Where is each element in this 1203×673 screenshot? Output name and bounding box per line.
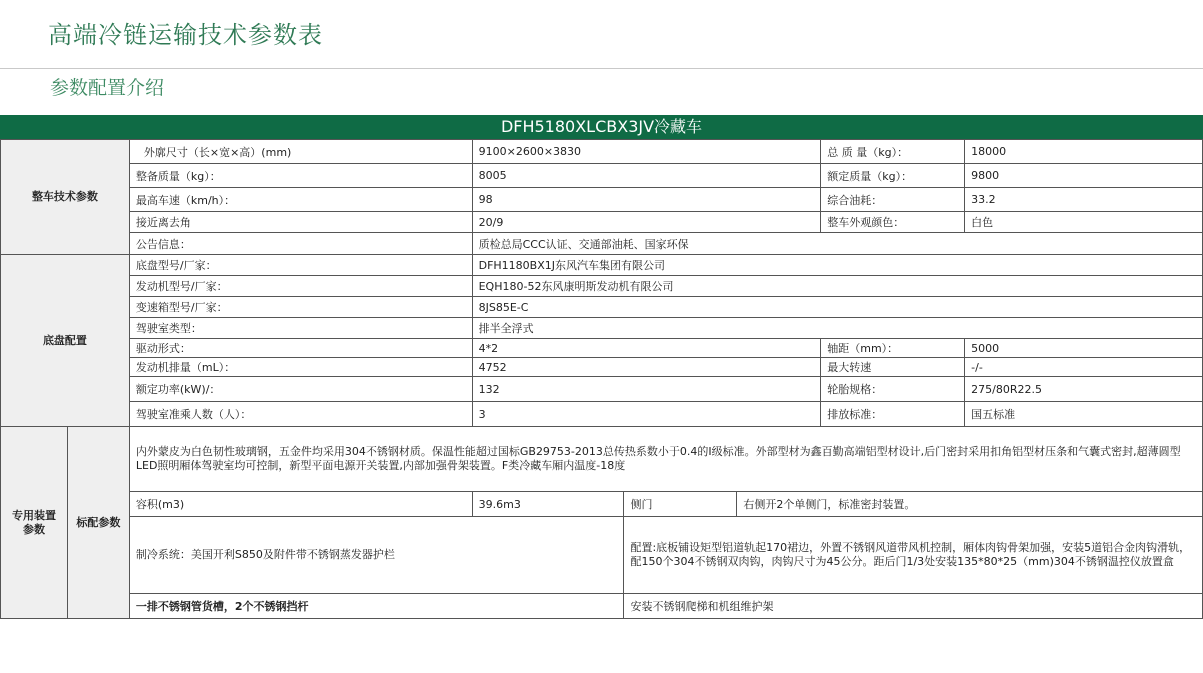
wheelbase-label: 轴距（mm）： (821, 339, 965, 358)
table-row (1, 517, 1203, 594)
page-subtitle: 参数配置介绍 (50, 77, 165, 99)
volume-value: 39.6m3 (472, 492, 624, 517)
rated-label: 额定质量（kg）： (821, 164, 965, 188)
table-row (1, 358, 1203, 377)
color-label: 整车外观颜色： (821, 212, 965, 233)
gross-label: 总 质 量（kg）： (821, 140, 965, 164)
speed-value: 98 (472, 188, 821, 212)
tire-value: 275/80R22.5 (965, 377, 1203, 402)
refrigeration-system: 制冷系统：美国开利S850及附件带不锈钢蒸发器护栏 (129, 517, 624, 594)
power-value: 132 (472, 377, 821, 402)
seats-label: 驾驶室准乘人数（人）： (129, 402, 472, 427)
category-vehicle: 整车技术参数 (1, 140, 130, 255)
spec-table (0, 139, 1203, 619)
max-rpm-label: 最大转速 (821, 358, 965, 377)
drive-label: 驱动形式： (129, 339, 472, 358)
tire-label: 轮胎规格： (821, 377, 965, 402)
table-row (1, 212, 1203, 233)
cab-value: 排半全浮式 (472, 318, 1202, 339)
max-rpm-value: -/- (965, 358, 1203, 377)
table-row (1, 297, 1203, 318)
interior-configuration: 配置:底板铺设矩型铝道轨起170裙边，外置不锈钢风道带风机控制，厢体肉钩骨架加强，安装5道铝合金肉钩滑轨，配150个304不锈钢双肉钩，肉钩尺寸为45公分。距后门1/3处安装135*80*25（mm)304不锈钢温控仪放置盒 (624, 517, 1203, 594)
seats-value: 3 (472, 402, 821, 427)
table-row (1, 188, 1203, 212)
table-row (1, 164, 1203, 188)
angle-label: 接近离去角 (129, 212, 472, 233)
ladder-frame: 安装不锈钢爬梯和机组维护架 (624, 594, 1203, 619)
notice-label: 公告信息： (129, 233, 472, 255)
category-special: 专用装置参数 (1, 427, 68, 619)
table-row (1, 377, 1203, 402)
fuel-value: 33.2 (965, 188, 1203, 212)
fuel-label: 综合油耗： (821, 188, 965, 212)
gearbox-value: 8JS85E-C (472, 297, 1202, 318)
emission-value: 国五标准 (965, 402, 1203, 427)
table-row (1, 255, 1203, 276)
table-row (1, 318, 1203, 339)
cab-label: 驾驶室类型： (129, 318, 472, 339)
table-row (1, 492, 1203, 517)
rated-value: 9800 (965, 164, 1203, 188)
curb-label: 整备质量（kg）： (129, 164, 472, 188)
page-title: 高端冷链运输技术参数表 (48, 21, 323, 49)
dims-label: 外廓尺寸（长×宽×高）(mm) (129, 140, 472, 164)
body-description: 内外蒙皮为白色韧性玻璃钢，五金件均采用304不锈钢材质。保温性能超过国标GB29753-2013总传热系数小于0.4的I级标准。外部型材为鑫百勤高端铝型材设计,后门密封采用扣角铝型材压条和气囊式密封,超薄圆型LED照明厢体驾驶室均可控制，新型平面电源开关装置,内部加强骨架装置。F类冷藏车厢内温度-18度 (129, 427, 1202, 492)
table-row (1, 427, 1203, 492)
table-row (1, 276, 1203, 297)
gearbox-label: 变速箱型号/厂家： (129, 297, 472, 318)
table-row (1, 594, 1203, 619)
chassis-model-value: DFH1180BX1J东风汽车集团有限公司 (472, 255, 1202, 276)
side-door-value: 右侧开2个单侧门，标准密封装置。 (737, 492, 1203, 517)
cargo-sink: 一排不锈钢管货槽，2个不锈钢挡杆 (129, 594, 624, 619)
curb-value: 8005 (472, 164, 821, 188)
displacement-value: 4752 (472, 358, 821, 377)
table-row (1, 339, 1203, 358)
chassis-model-label: 底盘型号/厂家： (129, 255, 472, 276)
sub-category-standard: 标配参数 (67, 427, 129, 619)
category-chassis: 底盘配置 (1, 255, 130, 427)
gross-value: 18000 (965, 140, 1203, 164)
wheelbase-value: 5000 (965, 339, 1203, 358)
side-door-label: 侧门 (624, 492, 737, 517)
model-header: DFH5180XLCBX3JV冷藏车 (0, 115, 1203, 139)
color-value: 白色 (965, 212, 1203, 233)
engine-label: 发动机型号/厂家： (129, 276, 472, 297)
table-row (1, 402, 1203, 427)
engine-value: EQH180-52东风康明斯发动机有限公司 (472, 276, 1202, 297)
title-divider (0, 68, 1203, 69)
power-label: 额定功率(kW)/： (129, 377, 472, 402)
dims-value: 9100×2600×3830 (472, 140, 821, 164)
drive-value: 4*2 (472, 339, 821, 358)
volume-label: 容积(m3) (129, 492, 472, 517)
table-row (1, 140, 1203, 164)
displacement-label: 发动机排量（mL）： (129, 358, 472, 377)
emission-label: 排放标准： (821, 402, 965, 427)
speed-label: 最高车速（km/h）： (129, 188, 472, 212)
angle-value: 20/9 (472, 212, 821, 233)
notice-value: 质检总局CCC认证、交通部油耗、国家环保 (472, 233, 1202, 255)
table-row (1, 233, 1203, 255)
